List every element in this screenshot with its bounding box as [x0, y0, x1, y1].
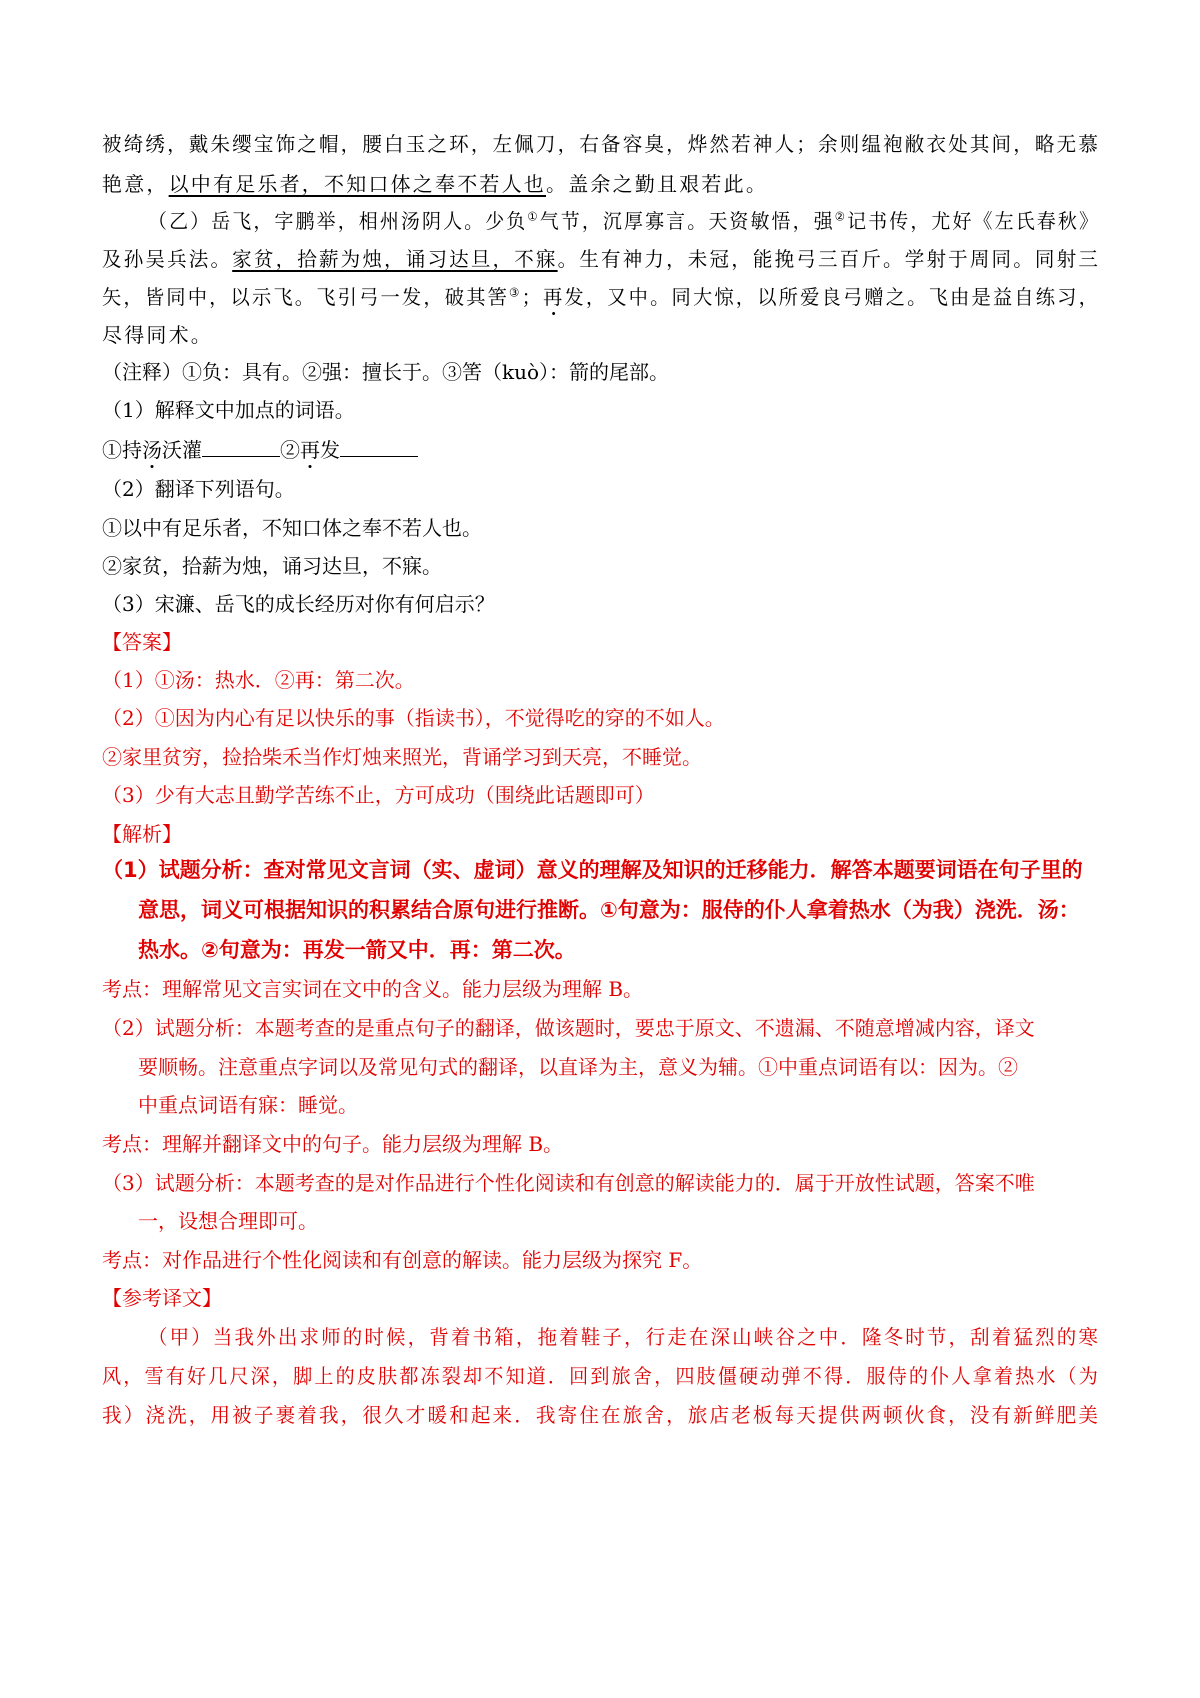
question-3: （3）宋濂、岳飞的成长经历对你有何启示？ — [102, 592, 495, 616]
answer-3: （3）少有大志且勤学苦练不止，方可成功（围绕此话题即可） — [102, 783, 655, 807]
analysis-2-line2: 要顺畅。注意重点字词以及常见句式的翻译，以直译为主，意义为辅。①中重点词语有以：因为。② — [138, 1055, 1018, 1079]
answer-1: （1）①汤：热水．②再：第二次。 — [102, 668, 415, 692]
analysis-1-line3: 热水。②句意为：再发一箭又中．再：第二次。 — [138, 938, 576, 962]
passage-yi-text: （乙）岳飞，字鹏举，相州汤阴人。少负 — [148, 209, 528, 233]
q1-item-text: 发 — [320, 438, 340, 462]
footnote-marker: ① — [527, 209, 540, 224]
emphasis-dot-word: 汤 — [142, 438, 162, 462]
footnote-marker: ② — [834, 209, 848, 224]
answer-blank[interactable] — [202, 436, 280, 457]
translation-heading: 【参考译文】 — [102, 1286, 222, 1310]
passage-yi-line1 — [148, 207, 1100, 235]
translation-line2: 风，雪有好几尺深，脚上的皮肤都冻裂却不知道．回到旅舍，四肢僵硬动弹不得．服侍的仆人拿着热水（为 — [102, 1364, 1101, 1388]
analysis-2-line3: 中重点词语有寐：睡觉。 — [138, 1093, 358, 1117]
q1-item-text: 沃灌 — [162, 438, 202, 462]
keypoint-1: 考点：理解常见文言实词在文中的含义。能力层级为理解 B。 — [102, 977, 644, 1001]
answer-2-1: （2）①因为内心有足以快乐的事（指读书），不觉得吃的穿的不如人。 — [102, 706, 725, 730]
underlined-sentence-2: 家贫，拾薪为烛，诵习达旦，不寐 — [232, 247, 558, 271]
analysis-3-line1: （3）试题分析：本题考查的是对作品进行个性化阅读和有创意的解读能力的．属于开放性试题，答案不唯 — [102, 1171, 1035, 1195]
analysis-2-line1: （2）试题分析：本题考查的是重点句子的翻译，做该题时，要忠于原文、不遗漏、不随意增减内容，译文 — [102, 1016, 1035, 1040]
analysis-1-line1: （1）试题分析：查对常见文言词（实、虚词）意义的理解及知识的迁移能力．解答本题要词语在句子里的 — [102, 858, 1083, 882]
analysis-heading: 【解析】 — [102, 822, 182, 846]
passage-yi-line3 — [102, 283, 1100, 311]
translation-line3: 我）浇洗，用被子裹着我，很久才暖和起来．我寄住在旅舍，旅店老板每天提供两顿伙食，没有新鲜肥美 — [102, 1403, 1101, 1427]
question-2-item-1: ①以中有足乐者，不知口体之奉不若人也。 — [102, 516, 482, 540]
passage-yi-line4: 尽得同术。 — [102, 323, 213, 347]
passage-jia-line1: 被绮绣，戴朱缨宝饰之帽，腰白玉之环，左佩刀，右备容臭，烨然若神人；余则缊袍敝衣处其间，略无慕 — [102, 132, 1101, 156]
passage-yi-text: 发，又中。同大惊，以所爱良弓赠之。飞由是益自练习， — [564, 285, 1100, 309]
answer-2-2: ②家里贫穷，捡拾柴禾当作灯烛来照光，背诵学习到天亮，不睡觉。 — [102, 745, 702, 769]
passage-yi-text: 矢，皆同中，以示飞。飞引弓一发，破其筈 — [102, 285, 510, 309]
question-2: （2）翻译下列语句。 — [102, 477, 295, 501]
answer-heading: 【答案】 — [102, 630, 182, 654]
passage-yi-line2 — [102, 245, 1100, 273]
question-2-item-2: ②家贫，拾薪为烛，诵习达旦，不寐。 — [102, 554, 442, 578]
passage-yi-text: 气节，沉厚寡言。天资敏悟，强 — [539, 209, 835, 233]
passage-yi-text: 记书传，尤好《左氏春秋》 — [847, 209, 1101, 233]
analysis-3-line2: 一，设想合理即可。 — [138, 1209, 318, 1233]
question-1: （1）解释文中加点的词语。 — [102, 398, 355, 422]
passage-jia-text: 艳意， — [102, 172, 169, 196]
translation-line1: （甲）当我外出求师的时候，背着书箱，拖着鞋子，行走在深山峡谷之中．隆冬时节，刮着猛烈的寒 — [148, 1325, 1101, 1349]
analysis-1-line2: 意思，词义可根据知识的积累结合原句进行推断。①句意为：服侍的仆人拿着热水（为我）浇洗．汤： — [138, 898, 1080, 922]
keypoint-2: 考点：理解并翻译文中的句子。能力层级为理解 B。 — [102, 1132, 564, 1156]
emphasis-dot-word: 再 — [300, 438, 320, 462]
footnote-marker: ③ — [509, 285, 522, 300]
answer-blank[interactable] — [340, 436, 418, 457]
keypoint-3: 考点：对作品进行个性化阅读和有创意的解读。能力层级为探究 F。 — [102, 1248, 703, 1272]
underlined-sentence-1: 以中有足乐者，不知口体之奉不若人也 — [168, 172, 547, 196]
passage-yi-text: 。生有神力，未冠，能挽弓三百斤。学射于周同。同射三 — [557, 247, 1101, 271]
notes: （注释）①负：具有。②强：擅长于。③筈（kuò）：箭的尾部。 — [102, 360, 670, 384]
q1-item-text: ①持 — [102, 438, 142, 462]
passage-jia-text: 。盖余之勤且艰若此。 — [546, 172, 769, 196]
passage-yi-text: 及孙吴兵法。 — [102, 247, 233, 271]
q1-item-text: ② — [280, 438, 300, 462]
emphasis-dot-word: 再 — [542, 285, 565, 309]
passage-yi-text: ； — [521, 285, 543, 309]
passage-jia-line2 — [102, 170, 768, 198]
question-1-items — [102, 436, 418, 464]
